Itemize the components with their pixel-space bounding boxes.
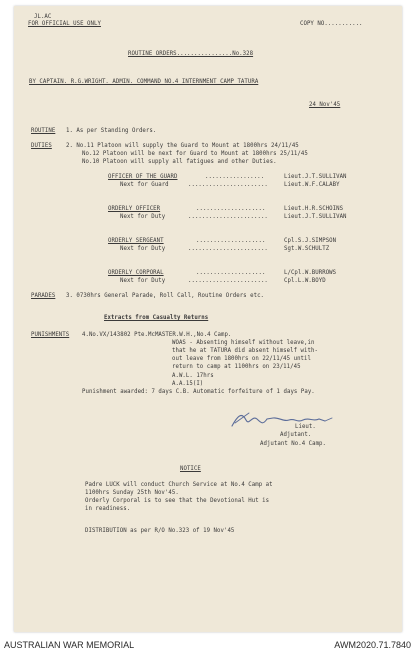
security-marking: FOR OFFICIAL USE ONLY xyxy=(28,21,101,27)
punishment-awarded: Punishment awarded: 7 days C.B. Automatic forfeiture of 1 days Pay. xyxy=(82,389,315,395)
punishment-head: 4.No.VX/143802 Pte.McMASTER.W.H.,No.4 Camp. xyxy=(82,332,232,338)
routine-label: ROUTINE xyxy=(31,128,56,134)
issuer-line: BY CAPTAIN. R.G.WRIGHT. ADMIN. COMMAND NO.4 INTERNMENT CAMP TATURA xyxy=(29,79,259,85)
assignment-role: OFFICER OF THE GUARD xyxy=(108,174,178,180)
notice-heading: NOTICE xyxy=(180,466,201,472)
assignment-name: Lieut.J.T.SULLIVAN xyxy=(284,174,347,180)
assignment-next-label: Next for Duty xyxy=(120,278,166,284)
assignment-dots: ....................... xyxy=(188,182,268,188)
assignment-role: ORDERLY CORPORAL xyxy=(108,270,164,276)
notice-line: Orderly Corporal is to see that the Devotional Hut is xyxy=(85,498,270,504)
assignment-dots: ....................... xyxy=(188,246,268,252)
notice-line: in readiness. xyxy=(85,506,131,512)
extracts-heading: Extracts from Casualty Returns xyxy=(104,315,209,321)
handwritten-signature xyxy=(229,409,339,433)
footer-institution: AUSTRALIAN WAR MEMORIAL xyxy=(4,640,135,650)
signature-unit: Adjutant No.4 Camp. xyxy=(260,441,327,447)
assignment-dots: .................... xyxy=(196,270,266,276)
notice-line: 1100hrs Sunday 25th Nov'45. xyxy=(85,490,179,496)
punishment-line: return to camp at 1100hrs on 23/11/45 xyxy=(172,364,301,370)
assignment-dots: ................. xyxy=(205,174,265,180)
assignment-dots: ....................... xyxy=(188,214,268,220)
signature-rank: Lieut. xyxy=(295,424,316,430)
duties-label: DUTIES xyxy=(31,143,52,149)
duties-line: No.12 Platoon will be next for Guard to Mount at 1800hrs 25/11/45 xyxy=(82,151,308,157)
assignment-next-name: Cpl.L.W.BOYD xyxy=(284,278,326,284)
assignment-next-label: Next for Duty xyxy=(120,214,166,220)
assignment-dots: .................... xyxy=(196,206,266,212)
punishment-line: that he at TATURA did absent himself with- xyxy=(172,348,318,354)
signature-title: Adjutant. xyxy=(280,432,312,438)
document-date: 24 Nov'45 xyxy=(309,102,341,108)
footer-accession-number: AWM2020.71.7840 xyxy=(334,640,411,650)
assignment-next-name: Sgt.W.SCHULTZ xyxy=(284,246,330,252)
assignment-dots: .................... xyxy=(196,238,266,244)
parades-text: 3. 0730hrs General Parade, Roll Call, Routine Orders etc. xyxy=(66,293,265,299)
routine-text: 1. As per Standing Orders. xyxy=(66,128,157,134)
punishment-line: A.W.L. 17hrs xyxy=(172,373,214,379)
parades-label: PARADES xyxy=(31,293,56,299)
notice-line: Padre LUCK will conduct Church Service at No.4 Camp at xyxy=(85,482,273,488)
assignment-name: Lieut.H.R.SCHOINS xyxy=(284,206,344,212)
distribution-line: DISTRIBUTION as per R/O No.323 of 19 Nov'45 xyxy=(85,528,235,534)
punishment-line: WOAS - Absenting himself without leave,in xyxy=(172,340,315,346)
duties-line: 2. No.11 Platoon will supply the Guard to Mount at 1800hrs 24/11/45 xyxy=(66,143,299,149)
assignment-name: Cpl.S.J.SIMPSON xyxy=(284,238,337,244)
punishment-line: out leave from 1800hrs on 22/11/45 until xyxy=(172,356,311,362)
punishment-line: A.A.15(I) xyxy=(172,381,204,387)
punishments-label: PUNISHMENTS xyxy=(31,332,70,338)
assignment-role: ORDERLY OFFICER xyxy=(108,206,161,212)
assignment-next-name: Lieut.W.F.CALABY xyxy=(284,182,340,188)
assignment-dots: ....................... xyxy=(188,278,268,284)
copy-number: COPY NO........... xyxy=(300,21,363,27)
duties-line: No.10 Platoon will supply all fatigues and other Duties. xyxy=(82,159,277,165)
assignment-next-label: Next for Duty xyxy=(120,246,166,252)
document-ref: JL.AC xyxy=(34,14,52,20)
assignment-next-label: Next for Guard xyxy=(120,182,169,188)
document-title: ROUTINE ORDERS................No.328 xyxy=(128,51,254,57)
assignment-name: L/Cpl.W.BURROWS xyxy=(284,270,337,276)
assignment-next-name: Lieut.J.T.SULLIVAN xyxy=(284,214,347,220)
assignment-role: ORDERLY SERGEANT xyxy=(108,238,164,244)
